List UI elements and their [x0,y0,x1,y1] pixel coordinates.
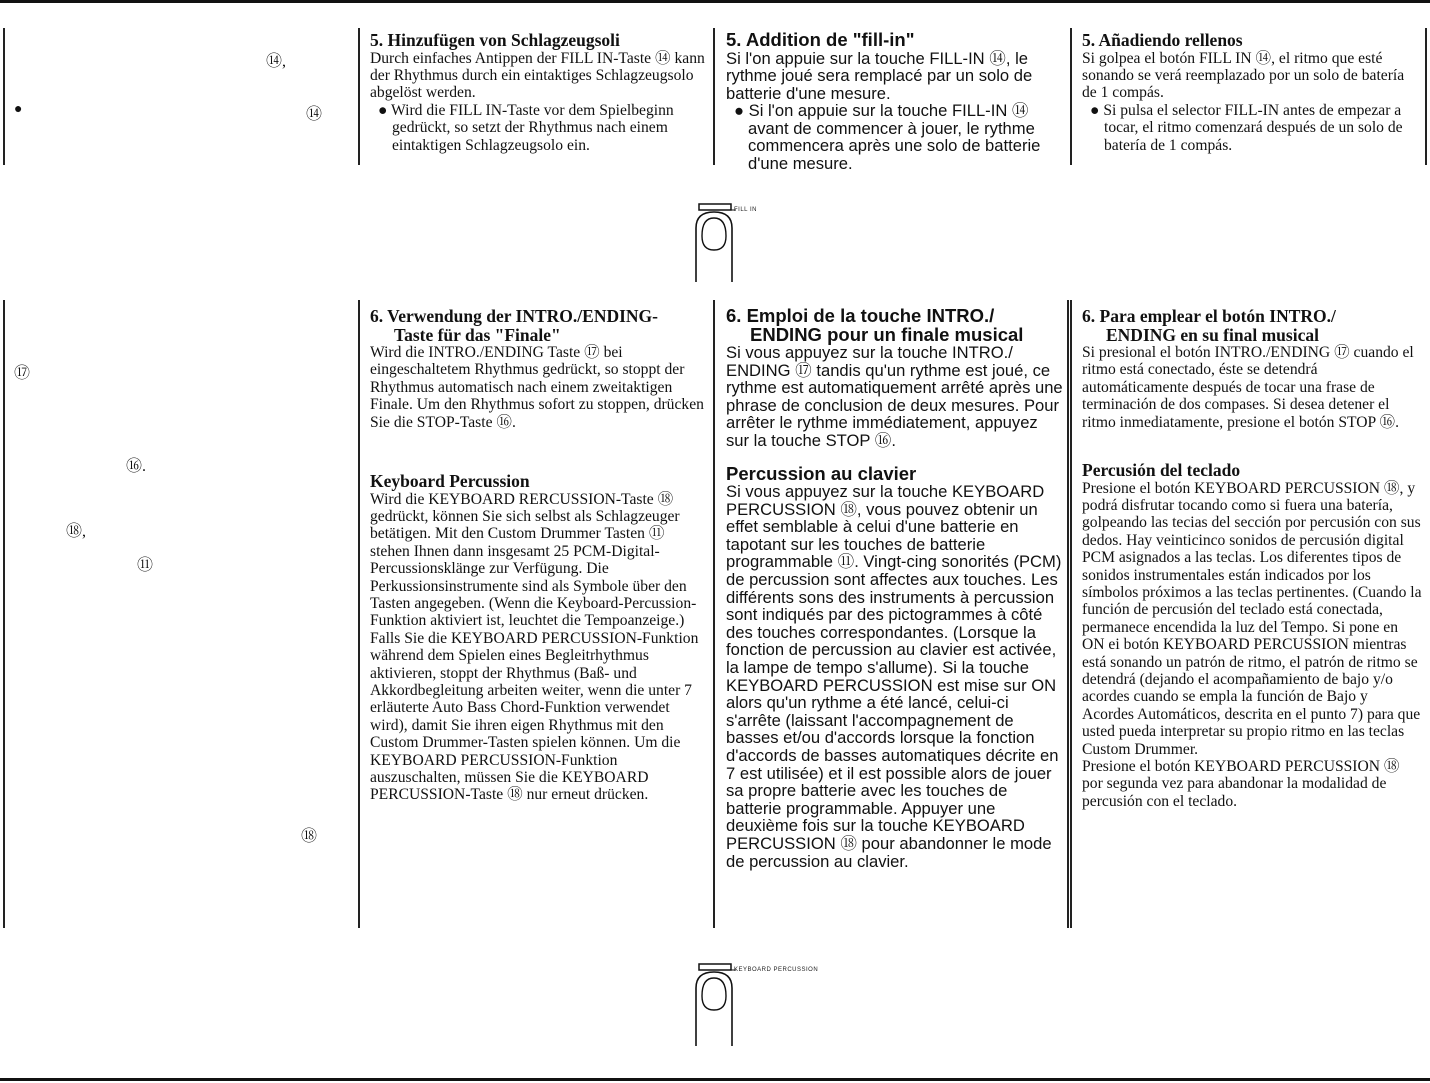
section-body: Si presional el botón INTRO./ENDING ⑰ cuando el ritmo está conectado, éste se detendrá automáticamente después de tocar una frase de terminación de dos compases. Si desea detener el ritmo inmediatamente, presione el botón STOP ⑯. [1082,344,1414,431]
left-fragment-bullet: ● [14,102,23,117]
section-title: ENDING en su final musical [1106,324,1319,345]
finger-press-icon [690,200,800,285]
section-body: Si vous appuyez sur la touche INTRO./ ENDING ⑰ tandis qu'un rythme est joué, ce rythme est automatiquement arrêté après une phrase de conclusion de deux mesures. Pour arrêter le rythme immédiatement, appuyez sur la touche STOP ⑯. [726,343,1063,450]
section-title: 5. Añadiendo rellenos [1082,30,1243,50]
left-fragment-ref: ⑯. [126,458,147,475]
section-title: 6. Verwendung der INTRO./ENDING- [370,306,658,326]
left-fragment-ref: ⑭, [266,53,287,70]
left-fragment-ref: ⑰ [14,365,31,382]
divider [1425,28,1427,165]
divider [1070,300,1072,928]
divider [713,28,715,165]
divider [713,300,715,928]
section-title: ENDING pour un finale musical [750,323,1024,345]
section5-spanish [1082,31,1422,154]
finger-press-icon [690,960,820,1048]
left-fragment-ref: ⑱ [301,828,318,845]
divider [358,300,360,928]
section-bullet: ● Si pulsa el selector FILL-IN antes de empezar a tocar, el ritmo comenzará después de un solo de batería de 1 compás. [1090,101,1403,154]
divider [1067,300,1069,928]
subsection-title: Percusión del teclado [1082,460,1241,481]
section-body: Si golpea el botón FILL IN ⑭, el ritmo que esté sonando se verá reemplazado por un solo de batería de 1 compás. [1082,49,1405,102]
subsection-body: Wird die KEYBOARD RERCUSSION-Taste ⑱ gedrückt, können Sie sich selbst als Schlagzeuger betätigen. Mit den Custom Drummer Tasten ⑪ stehen Ihnen dann insgesamt 25 PCM-Digital-Percussionsklänge zur Verfügung. Die Perkussionsinstrumente sind als Symbole über den Tasten angegeben. (Wenn die Keyboard-Percussion-Funktion aktiviert ist, leuchtet die Tempoanzeige.) Falls Sie die KEYBOARD PERCUSSION-Funktion während dem Spielen eines Begleitrhythmus aktivieren, stoppt der Rhythmus (Baß- und Akkordbegleitung arbeiten weiter, wenn die unter 7 erläuterte Auto Bass Chord-Funktion verwendet wird), damit Sie ihren eigen Rhythmus mit den Custom Drummer-Tasten spielen können. Um die KEYBOARD PERCUSSION-Funktion auszuschalten, müssen Sie die KEYBOARD PERCUSSION-Taste ⑱ nur erneut drücken. [370,490,699,804]
section-body: Wird die INTRO./ENDING Taste ⑰ bei eingeschaltetem Rhythmus gedrückt, so stoppt der Rhythmus automatisch nach einem zweitaktigen Finale. Um den Rhythmus sofort zu stoppen, drücken Sie die STOP-Taste ⑯. [370,344,704,431]
top-rule [0,0,1430,3]
section-title: 5. Hinzufügen von Schlagzeugsoli [370,30,620,50]
left-fragment-ref: ⑱, [66,523,87,540]
subsection-body: Presione el botón KEYBOARD PERCUSSION ⑱ por segunda vez para abandonar la modalidad de percusión con el teclado. [1082,758,1400,810]
keyboard-percussion-button-label: KEYBOARD PERCUSSION [734,967,819,973]
section-body: Si l'on appuie sur la touche FILL-IN ⑭, le rythme joué sera remplacé par un solo de batterie d'une mesure. [726,48,1033,103]
bottom-rule [0,1078,1430,1081]
section-bullet: ● Wird die FILL IN-Taste vor dem Spielbeginn gedrückt, so setzt der Rhythmus nach einem eintaktigen Schlagzeugsolo ein. [378,101,674,154]
subsection-body: Si vous appuyez sur la touche KEYBOARD PERCUSSION ⑱, vous pouvez obtenir un effet semblable à celui d'une batterie en tapotant sur les touches de batterie programmable ⑪. Vingt-cing sonorités (PCM) de percussion sont affectes aux touches. Les différents sons des instruments à percussion sont indiqués par des pictogrammes à côté des touches correspondantes. (Lorsque la fonction de percussion au clavier est activée, la lampe de tempo s'allume). Si la touche KEYBOARD PERCUSSION est mise sur ON alors qu'un rythme a été lancé, celui-ci s'arrête (laissant l'accompagnement de basses et/ou d'accords lorsque la fonction d'accords de basses automatiques décrite en 7 est utilisée) et il est possible alors de jouer sa propre batterie avec les touches de batterie programmable. Appuyer une deuxième fois sur la touche KEYBOARD PERCUSSION ⑱ pour abandonner le mode de percussion au clavier. [726,482,1062,871]
section-title: 5. Addition de "fill-in" [726,29,915,50]
divider [3,28,5,165]
subsection-body: Presione el botón KEYBOARD PERCUSSION ⑱, y podrá disfrutar tocando como si fuera una batería, golpeando las tecias del sección por percusión con sus dedos. Hay veinticinco sonidos de percusión digital PCM asignados a las teclas. Los diferentes tipos de sonidos instrumentales están indicados por los símbolos próximos a las teclas pertinentes. (Cuando la función de percusión del teclado está conectada, permanece encendida la luz del Tempo. Si pone en ON ei botón KEYBOARD PERCUSSION mientras está sonando un patrón de ritmo, el patrón de ritmo se detendrá (dejando el acompañamiento de bajo y/o acordes cuando se empla la función de Bajo y Acordes Automáticos, descrita en el punto 7) para que usted pueda interpretar su propio ritmo en las teclas Custom Drummer. [1082,479,1422,758]
left-fragment-ref: ⑭ [306,106,323,123]
left-fragment-ref: ⑪ [137,557,154,574]
section6-german [370,307,708,804]
fill-in-button-label: FILL IN [734,207,757,213]
section-body: Durch einfaches Antippen der FILL IN-Taste ⑭ kann der Rhythmus durch ein eintaktiges Schlagzeugsolo abgelöst werden. [370,49,705,102]
subsection-title: Keyboard Percussion [370,471,530,492]
subsection-title: Percussion au clavier [726,462,917,484]
divider [358,28,360,165]
section6-french [726,307,1064,870]
section-bullet: ● Si l'on appuie sur la touche FILL-IN ⑭ avant de commencer à jouer, le rythme commencera après une solo de batterie d'une mesure. [734,101,1041,174]
section5-french [726,31,1064,173]
section5-german [370,31,708,154]
section-title: 6. Para emplear el botón INTRO./ [1082,306,1336,326]
divider [1070,28,1072,165]
section-title: Taste für das "Finale" [394,324,561,345]
fill-in-finger-illustration [690,200,800,290]
section6-spanish [1082,307,1422,810]
divider [3,300,5,928]
keyboard-percussion-finger-illustration [690,960,820,1053]
section-title: 6. Emploi de la touche INTRO./ [726,305,995,326]
